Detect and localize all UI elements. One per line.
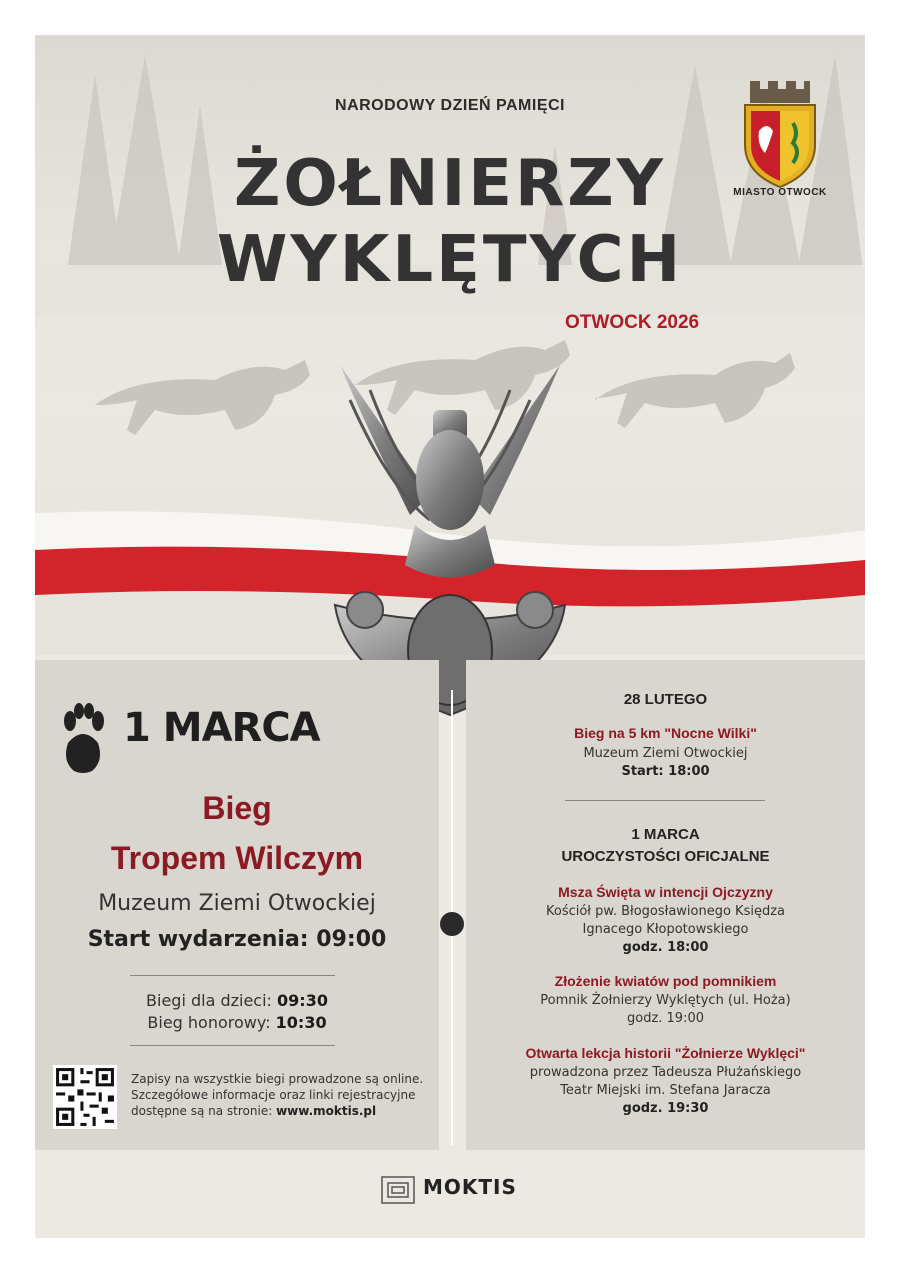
schedule-date-2: 1 MARCA: [631, 826, 700, 843]
main-event-title-line-1: Bieg: [202, 790, 272, 826]
main-event-date: 1 MARCA: [123, 705, 320, 751]
timeline-dot: [440, 912, 464, 936]
honor-run-time: 10:30: [275, 1013, 327, 1032]
schedule-event-2-time: godz. 18:00: [622, 940, 709, 955]
main-event-title-line-2: Tropem Wilczym: [110, 840, 364, 876]
signup-line-3: dostępne są na stronie:: [131, 1104, 273, 1118]
left-divider-top: [130, 975, 335, 976]
kids-run-time: 09:30: [277, 991, 328, 1010]
kids-run-line: [35, 991, 439, 1010]
signup-info: [131, 1071, 431, 1119]
main-event-place: Muzeum Ziemi Otwockiej: [98, 891, 376, 916]
schedule-event-4-title: Otwarta lekcja historii "Żołnierze Wyklęci": [525, 1045, 806, 1061]
schedule-event-4-line-2: Teatr Miejski im. Stefana Jaracza: [560, 1083, 771, 1098]
schedule-event-1-place: Muzeum Ziemi Otwockiej: [583, 746, 748, 761]
hero-section: [35, 35, 865, 655]
honor-run-label: Bieg honorowy:: [147, 1013, 271, 1032]
schedule-event-1-time: Start: 18:00: [621, 764, 710, 779]
qr-code-icon[interactable]: [53, 1065, 117, 1129]
moktis-logo-icon: [380, 1175, 416, 1205]
right-divider: [565, 800, 765, 801]
signup-line-1: Zapisy na wszystkie biegi prowadzone są online.: [131, 1072, 424, 1086]
title-line-2: WYKLĘTYCH: [216, 223, 684, 297]
main-event-start: [35, 927, 439, 952]
moktis-logo-text: MOKTIS: [423, 1175, 517, 1199]
wolf-paw-icon: [62, 703, 104, 775]
schedule-event-4-line-1: prowadzona przez Tadeusza Płużańskiego: [529, 1065, 802, 1080]
title-line-1: ŻOŁNIERZY: [233, 147, 667, 221]
schedule-event-4-time: godz. 19:30: [622, 1101, 709, 1116]
crest-label: MIASTO OTWOCK: [733, 187, 827, 198]
schedule-event-2-title: Msza Święta w intencji Ojczyzny: [558, 884, 773, 900]
schedule-event-2-line-1: Kościół pw. Błogosławionego Księdza: [545, 904, 786, 919]
schedule-event-3-time: godz. 19:00: [626, 1011, 704, 1026]
schedule-date-1: 28 LUTEGO: [623, 691, 708, 708]
schedule-date-2-subtitle: UROCZYSTOŚCI OFICJALNE: [561, 848, 770, 865]
signup-url-link[interactable]: www.moktis.pl: [276, 1104, 377, 1118]
edition-label: OTWOCK 2026: [565, 312, 700, 333]
left-divider-bottom: [130, 1045, 335, 1046]
schedule-event-3-line-1: Pomnik Żołnierzy Wyklętych (ul. Hoża): [540, 993, 791, 1008]
schedule-event-2-line-2: Ignacego Kłopotowskiego: [582, 922, 749, 937]
signup-line-2: Szczegółowe informacje oraz linki rejestracyjne: [131, 1088, 416, 1102]
event-subtitle: NARODOWY DZIEŃ PAMIĘCI: [335, 97, 565, 114]
start-label: Start wydarzenia:: [87, 927, 309, 952]
start-time: 09:00: [316, 927, 387, 952]
poster: [35, 35, 865, 1238]
kids-run-label: Biegi dla dzieci:: [146, 991, 272, 1010]
schedule-event-3-title: Złożenie kwiatów pod pomnikiem: [554, 973, 777, 989]
city-crest-icon: [735, 71, 825, 191]
schedule-event-1-title: Bieg na 5 km "Nocne Wilki": [574, 725, 757, 741]
honor-run-line: [35, 1013, 439, 1032]
